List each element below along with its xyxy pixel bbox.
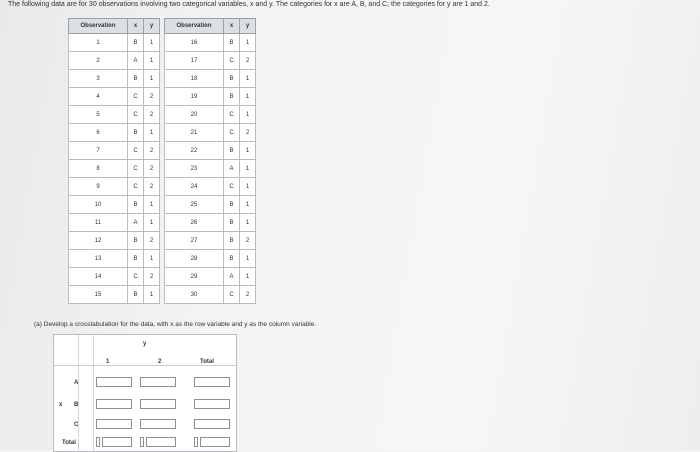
table-row	[165, 214, 256, 232]
cell-c-2-input[interactable]	[140, 419, 176, 429]
table-row	[69, 106, 160, 124]
header-observation: Observation	[165, 19, 224, 34]
observation-cell: 18	[165, 70, 224, 88]
table-row	[165, 250, 256, 268]
col-variable-label: y	[143, 341, 147, 347]
observation-cell: 6	[69, 124, 128, 142]
table-row	[69, 124, 160, 142]
table-row	[69, 142, 160, 160]
table-row	[69, 214, 160, 232]
observation-cell: 3	[69, 70, 128, 88]
observation-cell: 11	[69, 214, 128, 232]
observation-cell: 20	[165, 106, 224, 124]
cell-c-total-input[interactable]	[194, 419, 230, 429]
table-row	[165, 52, 256, 70]
cell-total-1a-input[interactable]	[96, 437, 100, 447]
observation-cell: 9	[69, 178, 128, 196]
x-cell: B	[128, 34, 144, 52]
observation-cell: 21	[165, 124, 224, 142]
grid-divider	[54, 365, 236, 366]
crosstab-grid	[53, 334, 237, 452]
cell-b-total-input[interactable]	[194, 399, 230, 409]
y-cell: 2	[240, 232, 256, 250]
y-cell: 1	[240, 34, 256, 52]
cell-a-2-input[interactable]	[140, 377, 176, 387]
x-cell: C	[224, 178, 240, 196]
x-cell: B	[224, 34, 240, 52]
x-cell: A	[128, 214, 144, 232]
observation-cell: 15	[69, 286, 128, 304]
observation-cell: 1	[69, 34, 128, 52]
x-cell: B	[128, 70, 144, 88]
observation-cell: 27	[165, 232, 224, 250]
x-cell: A	[128, 52, 144, 70]
x-cell: C	[128, 178, 144, 196]
x-cell: C	[128, 268, 144, 286]
col-header-total: Total	[200, 359, 214, 365]
x-cell: B	[224, 214, 240, 232]
x-cell: C	[128, 88, 144, 106]
y-cell: 1	[144, 34, 160, 52]
observation-cell: 22	[165, 142, 224, 160]
table-row	[69, 268, 160, 286]
observation-cell: 19	[165, 88, 224, 106]
y-cell: 1	[144, 52, 160, 70]
y-cell: 1	[144, 124, 160, 142]
cell-total-2a-input[interactable]	[140, 437, 144, 447]
observation-cell: 23	[165, 160, 224, 178]
y-cell: 1	[240, 106, 256, 124]
y-cell: 2	[144, 160, 160, 178]
row-label-c: C	[74, 422, 79, 428]
table-row	[69, 160, 160, 178]
cell-total-ta-input[interactable]	[194, 437, 198, 447]
cell-c-1-input[interactable]	[96, 419, 132, 429]
row-label-a: A	[74, 380, 79, 386]
y-cell: 2	[240, 286, 256, 304]
header-x: x	[128, 19, 144, 34]
col-header-2: 2	[158, 359, 162, 365]
y-cell: 2	[240, 124, 256, 142]
table-row	[165, 88, 256, 106]
cell-b-1-input[interactable]	[96, 399, 132, 409]
y-cell: 2	[240, 52, 256, 70]
part-a-prompt: (a) Develop a crosstabulation for the data, with x as the row variable and y as the column variable.	[34, 321, 317, 328]
header-y: y	[144, 19, 160, 34]
observation-cell: 30	[165, 286, 224, 304]
table-row	[69, 34, 160, 52]
x-cell: B	[224, 232, 240, 250]
table-row	[165, 34, 256, 52]
table-row	[165, 160, 256, 178]
observation-cell: 5	[69, 106, 128, 124]
header-observation: Observation	[69, 19, 128, 34]
table-header-row	[165, 19, 256, 34]
table-row	[165, 70, 256, 88]
x-cell: C	[224, 106, 240, 124]
y-cell: 1	[144, 70, 160, 88]
x-cell: C	[128, 160, 144, 178]
y-cell: 1	[240, 160, 256, 178]
y-cell: 1	[144, 196, 160, 214]
y-cell: 1	[240, 178, 256, 196]
x-cell: B	[128, 196, 144, 214]
y-cell: 1	[144, 214, 160, 232]
x-cell: C	[224, 124, 240, 142]
y-cell: 1	[240, 88, 256, 106]
observation-cell: 14	[69, 268, 128, 286]
table-row	[69, 232, 160, 250]
x-cell: B	[128, 286, 144, 304]
y-cell: 1	[240, 196, 256, 214]
table-row	[165, 268, 256, 286]
y-cell: 1	[240, 70, 256, 88]
observation-cell: 10	[69, 196, 128, 214]
x-cell: C	[224, 286, 240, 304]
y-cell: 1	[240, 142, 256, 160]
y-cell: 1	[240, 250, 256, 268]
x-cell: A	[224, 160, 240, 178]
x-cell: A	[224, 268, 240, 286]
x-cell: C	[128, 142, 144, 160]
x-cell: B	[224, 250, 240, 268]
table-row	[69, 286, 160, 304]
row-label-b: B	[74, 402, 79, 408]
y-cell: 1	[144, 250, 160, 268]
header-x: x	[224, 19, 240, 34]
observation-cell: 28	[165, 250, 224, 268]
table-row	[69, 196, 160, 214]
y-cell: 2	[144, 232, 160, 250]
y-cell: 1	[240, 214, 256, 232]
row-variable-label: x	[59, 402, 63, 408]
cell-a-1-input[interactable]	[96, 377, 132, 387]
table-row	[165, 124, 256, 142]
observation-table-right	[164, 18, 256, 304]
y-cell: 2	[144, 106, 160, 124]
cell-b-2-input[interactable]	[140, 399, 176, 409]
problem-intro: The following data are for 30 observations involving two categorical variables, x and y. The categories for x are A, B, and C; the categories for y are 1 and 2.	[8, 1, 490, 8]
y-cell: 2	[144, 88, 160, 106]
header-y: y	[240, 19, 256, 34]
observation-cell: 12	[69, 232, 128, 250]
y-cell: 2	[144, 142, 160, 160]
table-row	[165, 142, 256, 160]
observation-cell: 24	[165, 178, 224, 196]
observation-cell: 7	[69, 142, 128, 160]
table-row	[165, 196, 256, 214]
x-cell: B	[224, 196, 240, 214]
observation-cell: 13	[69, 250, 128, 268]
table-row	[69, 88, 160, 106]
grid-divider	[93, 335, 94, 451]
table-row	[165, 178, 256, 196]
cell-a-total-input[interactable]	[194, 377, 230, 387]
y-cell: 2	[144, 268, 160, 286]
col-header-1: 1	[106, 359, 110, 365]
table-row	[165, 286, 256, 304]
x-cell: B	[128, 124, 144, 142]
x-cell: B	[128, 250, 144, 268]
x-cell: C	[128, 106, 144, 124]
observation-cell: 16	[165, 34, 224, 52]
observation-cell: 26	[165, 214, 224, 232]
table-row	[165, 106, 256, 124]
observation-cell: 25	[165, 196, 224, 214]
x-cell: B	[224, 70, 240, 88]
table-row	[165, 232, 256, 250]
observation-cell: 29	[165, 268, 224, 286]
observation-cell: 2	[69, 52, 128, 70]
y-cell: 1	[144, 286, 160, 304]
grid-divider	[78, 335, 79, 451]
observation-cell: 17	[165, 52, 224, 70]
table-row	[69, 52, 160, 70]
row-label-total: Total	[62, 440, 76, 446]
y-cell: 2	[144, 178, 160, 196]
observation-cell: 8	[69, 160, 128, 178]
observation-table-left	[68, 18, 160, 304]
y-cell: 1	[240, 268, 256, 286]
cell-total-2-input[interactable]	[146, 437, 176, 447]
table-header-row	[69, 19, 160, 34]
cell-total-total-input[interactable]	[200, 437, 230, 447]
observation-cell: 4	[69, 88, 128, 106]
table-row	[69, 250, 160, 268]
x-cell: B	[224, 88, 240, 106]
table-row	[69, 178, 160, 196]
x-cell: B	[224, 142, 240, 160]
x-cell: B	[128, 232, 144, 250]
cell-total-1-input[interactable]	[102, 437, 132, 447]
x-cell: C	[224, 52, 240, 70]
table-row	[69, 70, 160, 88]
